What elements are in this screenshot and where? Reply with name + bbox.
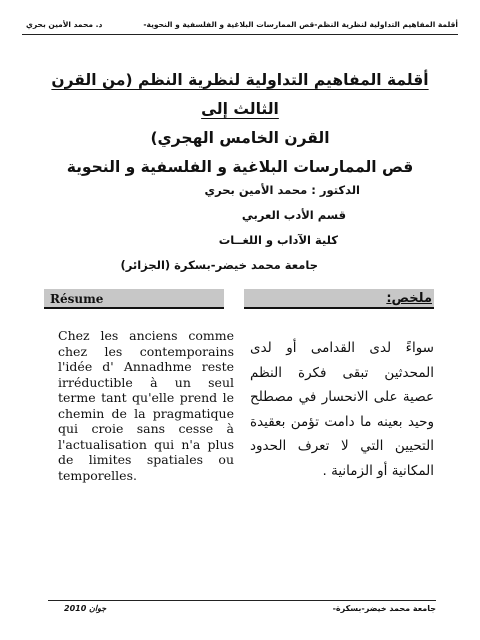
- author-name: الدكتور : محمد الأمين بحري: [204, 183, 360, 197]
- abstract-ar-heading: ملخص:: [386, 291, 432, 306]
- abstract-ar-heading-bar: [244, 289, 434, 309]
- author-faculty: كلية الآداب و اللغــات: [218, 233, 338, 247]
- footer-university: جامعة محمد خيضر-بسكرة-: [332, 604, 436, 613]
- footer-date: جوان 2010: [64, 604, 107, 613]
- abstract-fr-text: Chez les anciens comme chez les contemporains l'idée d' Annadhme reste irréductible à un seul terme tant qu'elle prend le chemin de la pragmatique qui croie sans cesse à l'actualisation qui n'a plus de limites spatiales ou temporelles.: [58, 328, 234, 483]
- title-line-2: القرن الخامس الهجري): [150, 129, 330, 147]
- paper-title: [34, 66, 446, 182]
- running-header: [22, 18, 458, 35]
- author-department: قسم الأدب العربي: [241, 208, 346, 222]
- header-running-title: أقلمة المفاهيم التداولية لنظرية النظم-قص الممارسات البلاغية و الفلسفية و النحوية-: [143, 20, 458, 29]
- author-university: جامعة محمد خيضر-بسكرة (الجزائر): [120, 258, 318, 272]
- header-author: د. محمد الأمين بحري: [26, 20, 103, 29]
- author-block: [60, 178, 360, 278]
- abstract-fr-heading: Résume: [44, 289, 224, 309]
- title-line-1: أقلمة المفاهيم التداولية لنظرية النظم (من القرن الثالث إلى: [51, 71, 429, 118]
- page-footer: [48, 600, 436, 615]
- title-line-3: قص الممارسات البلاغية و الفلسفية و النحوية: [66, 158, 414, 176]
- abstract-ar-text: سواءً لدى القدامى أو لدى المحدثين تبقى فكرة النظم عصية على الانحسار في مصطلح وحيد بعينه ما دامت تؤمن بعقيدة التحيين التي لا تعرف الحدود المكانية أو الزمانية .: [250, 340, 434, 479]
